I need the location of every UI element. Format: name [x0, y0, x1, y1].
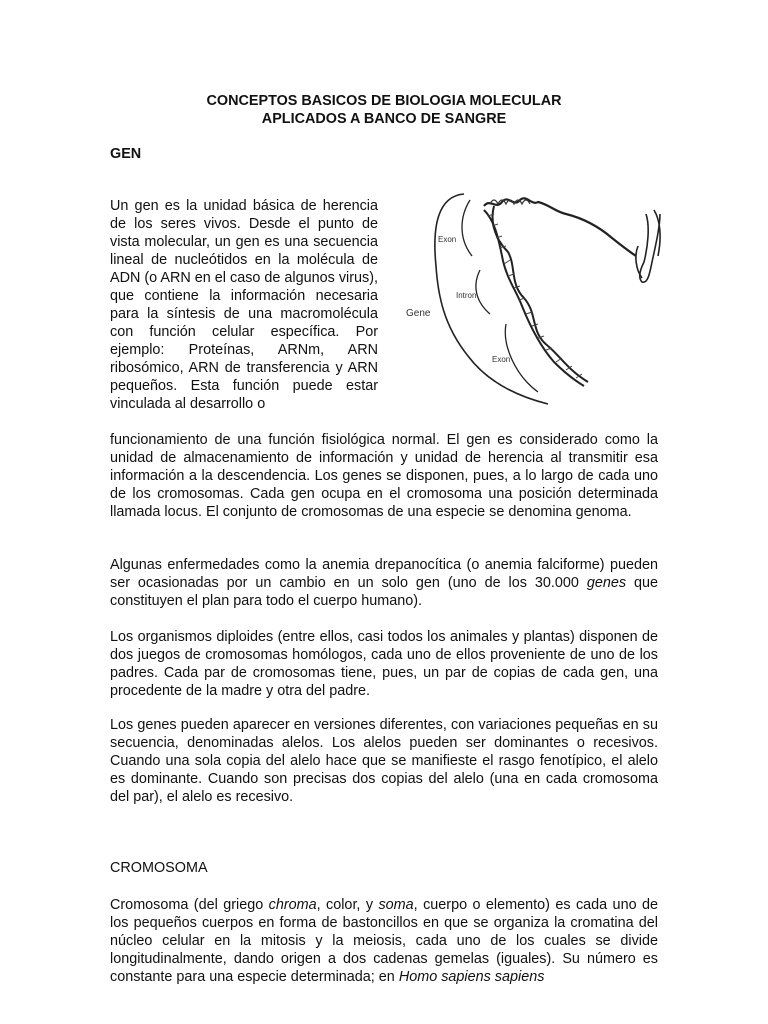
intron-label: Intron	[456, 291, 477, 300]
section-heading-cromosoma: CROMOSOMA	[110, 860, 208, 876]
dna-helix-diagram	[398, 186, 680, 418]
dna-base-pairs	[488, 214, 582, 378]
document-title-line1: CONCEPTOS BASICOS DE BIOLOGIA MOLECULAR	[206, 93, 562, 109]
chromatin-coil	[484, 198, 636, 256]
document-title-line2: APLICADOS A BANCO DE SANGRE	[261, 111, 507, 127]
exon-top-bracket	[462, 200, 472, 256]
gene-bracket	[435, 194, 548, 404]
gen-intro-paragraph: Un gen es la unidad básica de herencia de los seres vivos. Desde el punto de vista molecular, un gen es una secuencia lineal de nucleótidos en la molécula de ADN (o ARN en el caso de algunos virus), que contiene la información necesaria para la síntesis de una macromolécula con función celular específica. Por ejemplo: Proteínas, ARNm, ARN ribosómico, ARN de transferencia y ARN pequeños. Esta función puede estar vinculada al desarrollo o	[110, 198, 378, 412]
anemia-paragraph	[110, 556, 658, 610]
dna-gene-illustration	[398, 186, 680, 418]
anemia-text-italic: genes	[586, 575, 627, 591]
exon-top-label: Exon	[438, 235, 457, 244]
intron-bracket	[476, 270, 490, 314]
alleles-paragraph: Los genes pueden aparecer en versiones diferentes, con variaciones pequeñas en su secuencia, denominadas alelos. Los alelos pueden ser dominantes o recesivos. Cuando una sola copia del alelo hace que se manifieste el rasgo fenotípico, el alelo es dominante. Cuando son precisas dos copias del alelo (una en cada cromosoma del par), el alelo es recesivo.	[110, 717, 658, 805]
gene-label: Gene	[406, 308, 431, 319]
crom-text-b: , color, y	[316, 897, 379, 913]
anemia-text-a: Algunas enfermedades como la anemia drepanocítica (o anemia falciforme) pueden ser ocasionadas por un cambio en un solo gen (uno de los 30.000	[110, 557, 658, 591]
chromosome-shape	[636, 210, 660, 282]
gen-continuation-paragraph: funcionamiento de una función fisiológica normal. El gen es considerado como la unidad de almacenamiento de información y unidad de herencia al transmitir esa información a la descendencia. Los genes se disponen, pues, a lo largo de cada uno de los cromosomas. Cada gen ocupa en el cromosoma una posición determinada llamada locus. El conjunto de cromosomas de una especie se denomina genoma.	[110, 432, 658, 520]
cromosoma-paragraph	[110, 896, 658, 988]
section-heading-gen: GEN	[110, 146, 142, 162]
crom-italic-chroma: chroma	[268, 897, 317, 913]
exon-bottom-label: Exon	[492, 355, 511, 364]
crom-text-c: , cuerpo o elemento) es cada uno de los pequeños cuerpos en forma de bastoncillos en que se organiza la cromatina del núcleo celular en la mitosis y la meiosis, cada uno de los cuales se divide longitudinalmente, dando origen a dos cadenas gemelas (iguales). Su número es constante para una especie determinada; en	[110, 897, 658, 985]
crom-text-a: Cromosoma (del griego	[110, 897, 269, 913]
crom-italic-homo-sapiens: Homo sapiens sapiens	[398, 969, 545, 985]
diploid-paragraph: Los organismos diploides (entre ellos, casi todos los animales y plantas) disponen de dos juegos de cromosomas homólogos, cada uno de ellos proveniente de uno de los padres. Cada par de cromosomas tiene, pues, un par de copias de cada gen, una procedente de la madre y otra del padre.	[110, 629, 658, 699]
crom-italic-soma: soma	[378, 897, 414, 913]
anemia-text-b: que constituyen el plan para todo el cuerpo humano).	[110, 575, 658, 609]
